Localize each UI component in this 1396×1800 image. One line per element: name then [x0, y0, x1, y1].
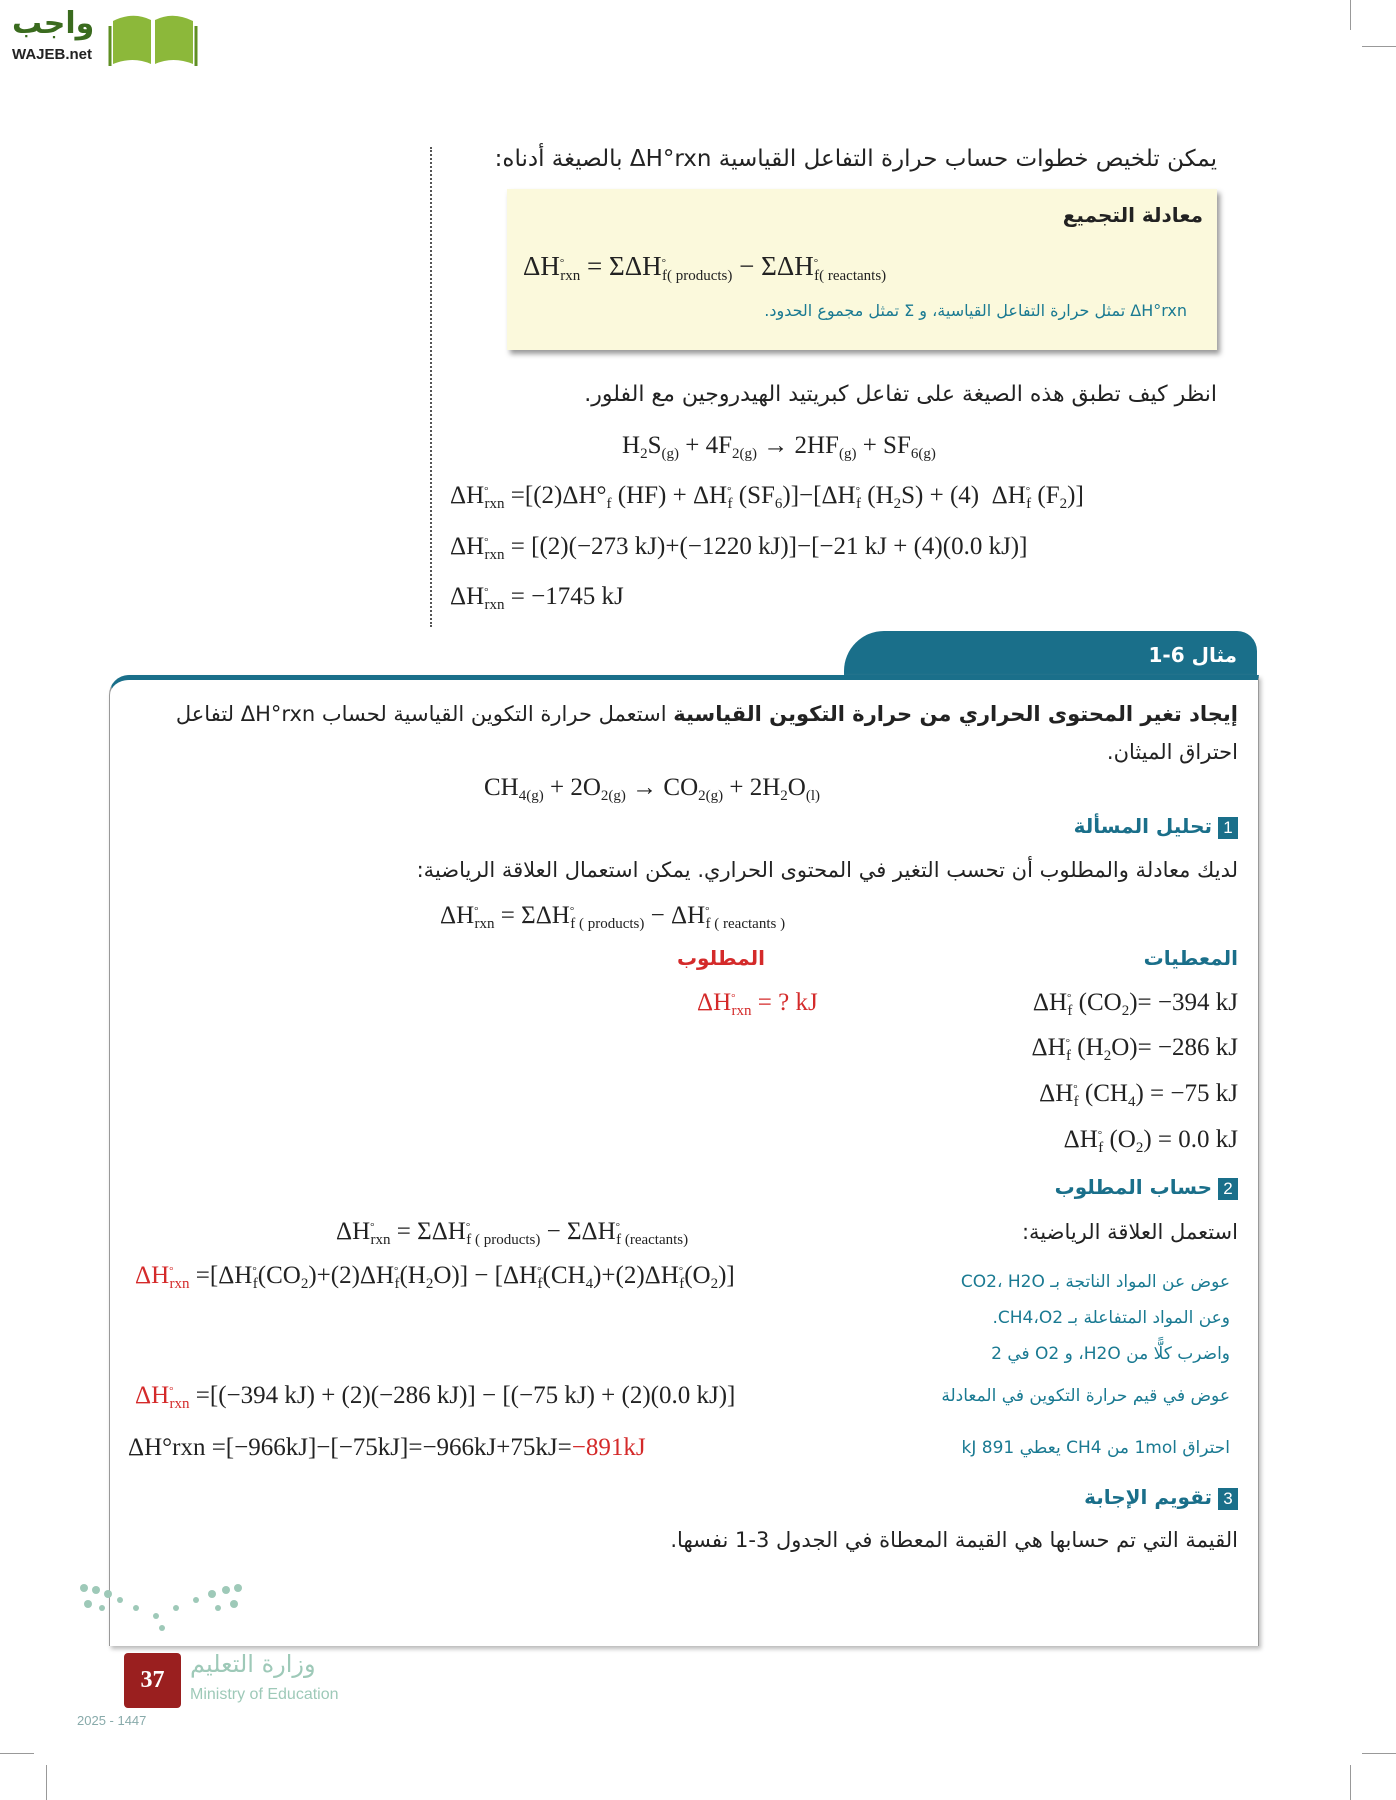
- unknown-value: $\Delta H^\circ_{rxn}$ = ? kJ: [697, 989, 818, 1019]
- crop-mark: [1362, 1753, 1396, 1754]
- summation-equation-box: [507, 189, 1217, 350]
- h2s-equation: $H_2S_{(g)} + 4F_{2(g)} \to 2HF_{(g)} + SF_{6(g)}$: [622, 432, 936, 462]
- analysis-text: لديك معادلة والمطلوب أن تحسب التغير في المحتوى الحراري. يمكن استعمال العلاقة الرياضية:: [416, 858, 1238, 882]
- crop-mark: [0, 1753, 34, 1754]
- known-label: المعطيات: [1143, 946, 1238, 970]
- section-title: حساب المطلوب: [1054, 1175, 1212, 1199]
- section-title: تقويم الإجابة: [1084, 1485, 1212, 1509]
- known-co2: $\Delta H^\circ_f$ $(CO_2)= -394$ kJ: [1032, 989, 1238, 1019]
- step-note: عوض في قيم حرارة التكوين في المعادلة: [941, 1386, 1230, 1406]
- section-number: 3: [1218, 1488, 1238, 1510]
- box-note: ΔH°rxn تمثل حرارة التفاعل القياسية، و Σ تمثل مجموع الحدود.: [764, 301, 1187, 320]
- logo-latin: WAJEB.net: [12, 46, 93, 63]
- known-ch4: $\Delta H^\circ_f$ $(CH_4) = -75$ kJ: [1039, 1080, 1238, 1110]
- h2s-step-2: $\Delta H^\circ_{rxn} = [(2)(-273$ kJ)+(−1220 kJ)]−[−21 kJ + (4)(0.0 kJ)]: [450, 533, 1028, 563]
- example-intro: انظر كيف تطبق هذه الصيغة على تفاعل كبريتيد الهيدروجين مع الفلور.: [584, 382, 1217, 407]
- section-number: 1: [1218, 817, 1238, 839]
- box-title: معادلة التجميع: [1062, 203, 1203, 227]
- final-result: −891kJ: [571, 1434, 646, 1461]
- section-solve: [1055, 1175, 1238, 1200]
- crop-mark: [1350, 1765, 1351, 1800]
- page-number: 37: [124, 1653, 181, 1708]
- known-h2o: $\Delta H^\circ_f$ $(H_2O)= -286$ kJ: [1031, 1034, 1238, 1064]
- step-equation: [128, 1434, 646, 1462]
- example-title-bold: إيجاد تغير المحتوى الحراري من حرارة التكوين القياسية: [673, 702, 1238, 726]
- dotted-divider: [430, 147, 432, 627]
- h2s-step-3: $\Delta H^\circ_{rxn} = -1745$ kJ: [450, 583, 624, 613]
- example-title-rest: استعمل حرارة التكوين القياسية لحساب ΔH°rxn لتفاعل احتراق الميثان.: [175, 702, 1238, 764]
- solve-text: استعمل العلاقة الرياضية:: [1021, 1220, 1238, 1244]
- step-eq-text: ΔH°rxn =[−966kJ]−[−75kJ]=−966kJ+75kJ=: [128, 1434, 572, 1461]
- book-icon: [108, 6, 198, 66]
- step-equation: $\Delta H^\circ_{rxn} =[(-394$ kJ) + (2)(−286 kJ)] − [(−75 kJ) + (2)(0.0 kJ)]: [135, 1382, 736, 1412]
- intro-text: يمكن تلخيص خطوات حساب حرارة التفاعل القياسية ΔH°rxn بالصيغة أدناه:: [494, 146, 1217, 172]
- example-tab: [844, 631, 1257, 679]
- step-equation: $\Delta H^\circ_{rxn} =[\Delta H^\circ_f(CO_2)+(2)\Delta H^\circ_f(H_2O)] - [\Delta H^\circ_f(CH_4)+(2)\Delta H^\circ_f(O_2)]$: [135, 1262, 735, 1292]
- example-title: [125, 695, 1238, 771]
- section-number: 2: [1218, 1178, 1238, 1200]
- unknown-label: المطلوب: [676, 946, 765, 970]
- step-note: عوض عن المواد الناتجة بـ CO2، H2O وعن المواد المتفاعلة بـ CH4،O2. واضرب كلًّا من H2O، و O2 في 2: [960, 1272, 1230, 1364]
- ministry-name-ar: وزارة التعليم: [190, 1650, 316, 1678]
- section-evaluate: [1084, 1485, 1238, 1510]
- box-formula: $\Delta H^\circ_{rxn} = \Sigma\Delta H^\circ_{f( products)} - \Sigma\Delta H^\circ_{f( reactants)}$: [523, 251, 887, 284]
- section-title: تحليل المسألة: [1073, 814, 1212, 838]
- analysis-formula: $\Delta H^\circ_{rxn} = \Sigma\Delta H^\circ_{f ( products)} - \Delta H^\circ_{f ( reactants )}$: [440, 902, 786, 932]
- example-tab-label: مثال 6-1: [1148, 643, 1237, 667]
- wajeb-logo: [8, 6, 198, 68]
- crop-mark: [1350, 0, 1351, 30]
- section-analyze: [1074, 814, 1238, 839]
- crop-mark: [1362, 46, 1396, 47]
- ministry-name-en: Ministry of Education: [190, 1686, 339, 1703]
- solve-formula: $\Delta H^\circ_{rxn} = \Sigma\Delta H^\circ_{f ( products)} - \Sigma\Delta H^\circ_{f (reactants)}$: [336, 1218, 689, 1248]
- evaluate-text: القيمة التي تم حسابها هي القيمة المعطاة في الجدول 3-1 نفسها.: [670, 1528, 1238, 1552]
- ministry-logo-icon: [78, 1582, 248, 1634]
- crop-mark: [46, 1765, 47, 1800]
- methane-equation: $CH_{4(g)} + 2O_{2(g)} \to CO_{2(g)} + 2H_2O_{(l)}$: [484, 774, 821, 804]
- step-note: احتراق 1mol من CH4 يعطي 891 kJ: [961, 1438, 1230, 1458]
- known-o2: $\Delta H^\circ_f$ $(O_2) = 0.0$ kJ: [1063, 1126, 1238, 1156]
- logo-arabic: واجب: [12, 6, 95, 41]
- h2s-step-1: $\Delta H^\circ_{rxn} =[(2)\Delta H^\circ_f$ $(HF) + \Delta H^\circ_f$ $(SF_6)]-[\Delta H^\circ_f$ $(H_2S) + (4)$ $\Delta H^\circ_f$ $(F_2)$]: [450, 482, 1084, 512]
- edition-year: 2025 - 1447: [77, 1713, 147, 1728]
